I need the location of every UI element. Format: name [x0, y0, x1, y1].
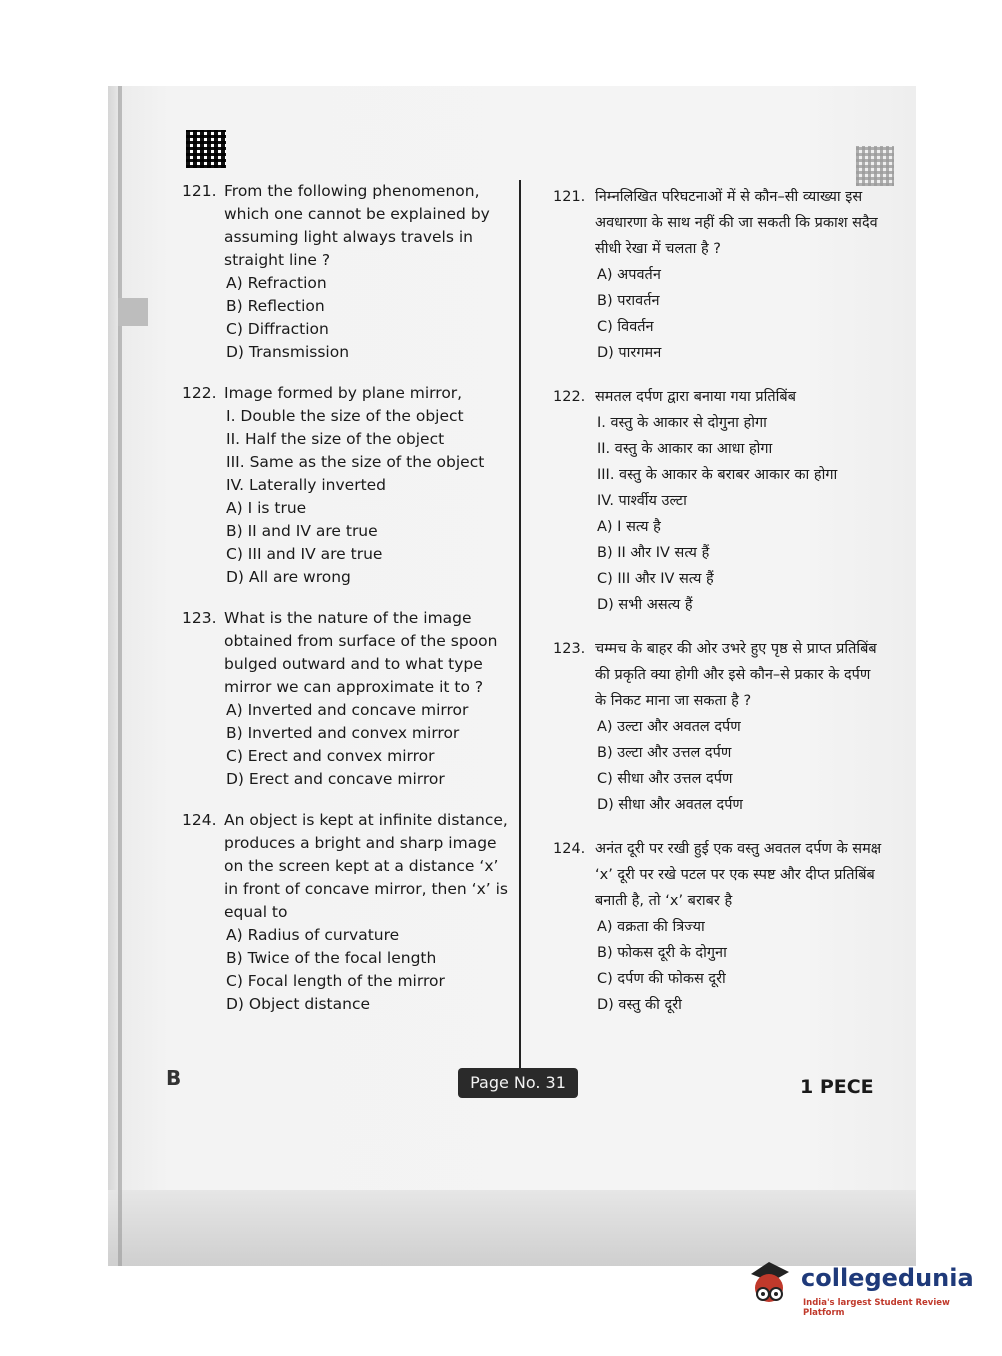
- answer-option: C) दर्पण की फोकस दूरी: [597, 971, 726, 987]
- question-text: From the following phenomenon, which one cannot be explained by assuming light always travels in straight line ?: [224, 182, 490, 269]
- page-fold-line: [118, 86, 122, 1266]
- qr-code-icon: [186, 130, 226, 168]
- answer-option: A) अपवर्तन: [597, 267, 661, 283]
- question-stem: [182, 180, 516, 272]
- answer-option: C) Erect and convex mirror: [226, 747, 435, 765]
- column-divider: [519, 180, 521, 1070]
- answer-option: C) सीधा और उत्तल दर्पण: [597, 771, 733, 787]
- answer-option: B) II और IV सत्य हैं: [597, 545, 710, 561]
- statement: III. वस्तु के आकार के बराबर आकार का होगा: [597, 467, 838, 483]
- question-123: [182, 607, 516, 791]
- question-stem: [553, 384, 883, 410]
- question-number: 121.: [182, 182, 217, 200]
- answer-option: D) Erect and concave mirror: [226, 770, 445, 788]
- question-text: Image formed by plane mirror,: [224, 384, 463, 402]
- answer-option: A) I सत्य है: [597, 519, 661, 535]
- english-questions-column: [182, 180, 516, 1034]
- answer-option: A) वक्रता की त्रिज्या: [597, 919, 705, 935]
- answer-option: D) पारगमन: [597, 345, 662, 361]
- question-text: An object is kept at infinite distance, produces a bright and sharp image on the screen kept at a distance ‘x’ in front of concave mirror, then ‘x’ is equal to: [224, 811, 508, 921]
- answer-option: B) Inverted and convex mirror: [226, 724, 460, 742]
- question-124: [553, 836, 883, 1018]
- question-stem: [182, 382, 516, 405]
- answer-option: D) सीधा और अवतल दर्पण: [597, 797, 743, 813]
- answer-option: A) I is true: [226, 499, 307, 517]
- margin-mark: [118, 298, 148, 326]
- question-text: चम्मच के बाहर की ओर उभरे हुए पृष्ठ से प्राप्त प्रतिबिंब की प्रकृति क्या होगी और इसे कौन–से प्रकार के दर्पण के निकट माना जा सकता है ?: [595, 641, 877, 709]
- question-stem: [553, 636, 883, 714]
- answer-option: D) वस्तु की दूरी: [597, 997, 682, 1013]
- statement: II. Half the size of the object: [226, 430, 445, 448]
- question-121: [553, 184, 883, 366]
- faded-qr-code-icon: [856, 146, 894, 186]
- collegedunia-mascot-icon: [745, 1258, 793, 1310]
- answer-option: D) All are wrong: [226, 568, 351, 586]
- answer-option: C) III and IV are true: [226, 545, 383, 563]
- answer-option: C) Diffraction: [226, 320, 329, 338]
- answer-option: D) सभी असत्य हैं: [597, 597, 693, 613]
- question-number: 123.: [182, 609, 217, 627]
- question-stem: [182, 607, 516, 699]
- question-number: 121.: [553, 189, 586, 205]
- answer-option: D) Object distance: [226, 995, 370, 1013]
- question-text: What is the nature of the image obtained from surface of the spoon bulged outward and to what type mirror we can approximate it to ?: [224, 609, 498, 696]
- statement: II. वस्तु के आकार का आधा होगा: [597, 441, 773, 457]
- page-number-badge: Page No. 31: [458, 1068, 578, 1098]
- statement: III. Same as the size of the object: [226, 453, 485, 471]
- question-series: B: [166, 1066, 182, 1090]
- answer-option: D) Transmission: [226, 343, 350, 361]
- hindi-questions-column: [553, 184, 883, 1036]
- question-number: 123.: [553, 641, 586, 657]
- answer-option: B) Twice of the focal length: [226, 949, 437, 967]
- answer-option: B) उल्टा और उत्तल दर्पण: [597, 745, 732, 761]
- question-number: 124.: [182, 811, 217, 829]
- question-number: 122.: [182, 384, 217, 402]
- statement: IV. पार्श्वीय उल्टा: [597, 493, 687, 509]
- question-text: समतल दर्पण द्वारा बनाया गया प्रतिबिंब: [595, 389, 796, 405]
- answer-option: B) फोकस दूरी के दोगुना: [597, 945, 727, 961]
- answer-option: A) उल्टा और अवतल दर्पण: [597, 719, 741, 735]
- answer-option: A) Refraction: [226, 274, 327, 292]
- question-stem: [553, 184, 883, 262]
- paper-code: 1 PECE: [800, 1076, 874, 1098]
- answer-option: B) II and IV are true: [226, 522, 378, 540]
- answer-option: B) Reflection: [226, 297, 325, 315]
- question-text: निम्नलिखित परिघटनाओं में से कौन–सी व्याख्या इस अवधारणा के साथ नहीं की जा सकती कि प्रकाश सदैव सीधी रेखा में चलता है ?: [595, 189, 878, 257]
- statement: IV. Laterally inverted: [226, 476, 387, 494]
- question-number: 124.: [553, 841, 586, 857]
- statement: I. Double the size of the object: [226, 407, 464, 425]
- question-124: [182, 809, 516, 1016]
- statement: I. वस्तु के आकार से दोगुना होगा: [597, 415, 767, 431]
- scan-bottom-shadow: [108, 1190, 916, 1266]
- watermark-tagline: India's largest Student Review Platform: [803, 1298, 950, 1318]
- question-123: [553, 636, 883, 818]
- question-stem: [182, 809, 516, 924]
- answer-option: C) Focal length of the mirror: [226, 972, 445, 990]
- question-121: [182, 180, 516, 364]
- question-stem: [553, 836, 883, 914]
- answer-option: B) परावर्तन: [597, 293, 660, 309]
- collegedunia-watermark: [745, 1258, 975, 1318]
- answer-option: C) III और IV सत्य हैं: [597, 571, 714, 587]
- answer-option: C) विवर्तन: [597, 319, 654, 335]
- question-text: अनंत दूरी पर रखी हुई एक वस्तु अवतल दर्पण के समक्ष ‘x’ दूरी पर रखे पटल पर एक स्पष्ट और दीप्त प्रतिबिंब बनाती है, तो ‘x’ बराबर है: [595, 841, 882, 909]
- answer-option: A) Inverted and concave mirror: [226, 701, 469, 719]
- answer-option: A) Radius of curvature: [226, 926, 400, 944]
- question-122: [182, 382, 516, 589]
- question-number: 122.: [553, 389, 586, 405]
- watermark-name: collegedunia: [801, 1264, 974, 1292]
- question-122: [553, 384, 883, 618]
